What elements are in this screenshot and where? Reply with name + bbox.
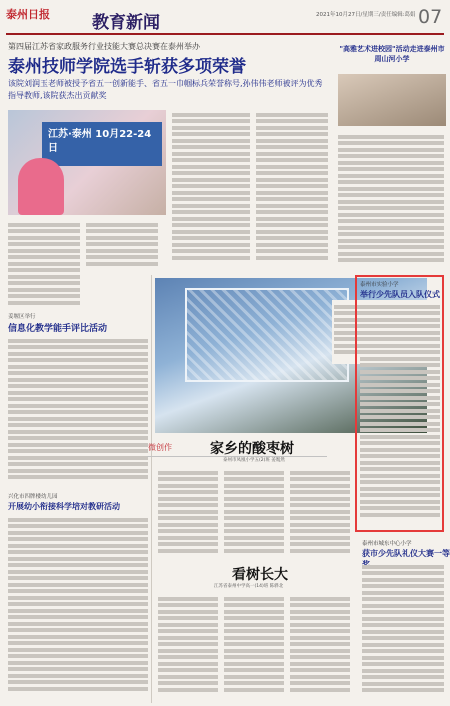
page-number: 07 — [418, 6, 443, 28]
photo-banner: 江苏·泰州 10月22-24日 — [42, 122, 162, 166]
feature-tag: 微创作 — [148, 443, 172, 452]
story2-kicker: 泰州市城东中心小学 — [362, 541, 412, 547]
col2-kicker: 兴化市四牌楼幼儿园 — [8, 494, 58, 500]
col2-body — [8, 515, 148, 700]
highlight-body — [360, 302, 440, 528]
feature-body-1b — [224, 468, 284, 560]
col2-headline: 开展幼小衔接科学培对教研活动 — [8, 502, 120, 511]
feature-byline-1: 泰州市凤凰小学五(2)班 姜胤然 — [223, 458, 285, 463]
dateline: 2021年10月27日/星期三/责任编辑:葛娟 — [316, 12, 416, 18]
feature-body-2b — [224, 594, 284, 700]
col1-headline: 信息化教学能手评比活动 — [8, 324, 108, 334]
lead-body-col2 — [86, 220, 158, 268]
newspaper-logo: 泰州日报 — [6, 8, 50, 21]
feature-byline-2: 江苏省泰州中学高一(14)班 陈骅北 — [214, 584, 284, 589]
highlight-kicker: 泰州市实验小学 — [360, 282, 399, 288]
feature-title-2: 看树长大 — [232, 567, 288, 583]
feature-body-2c — [290, 594, 350, 700]
lead-headline: 泰州技师学院选手斩获多项荣誉 — [8, 57, 246, 77]
highlight-headline: 举行少先队员入队仪式 — [360, 290, 440, 299]
photo-net — [185, 288, 349, 382]
header-rule — [6, 33, 444, 35]
photo-figure — [18, 158, 64, 215]
feature-title-1: 家乡的酸枣树 — [210, 441, 294, 457]
story2-headline: 获市少先队礼仪大赛一等 — [362, 549, 450, 558]
section-title: 教育新闻 — [92, 13, 160, 33]
story2-body — [362, 562, 444, 700]
col1-kicker: 姜堰区举行 — [8, 314, 36, 320]
lead-kicker: 第四届江苏省家政服务行业技能大赛总决赛在泰州举办 — [8, 42, 200, 51]
col1-body — [8, 336, 148, 486]
lead-photo — [8, 110, 166, 215]
sidebar-body — [338, 132, 444, 268]
sidebar-photo — [338, 74, 446, 126]
lead-body-col1 — [8, 220, 80, 312]
lead-body-col3 — [172, 110, 250, 270]
feature-body-2a — [158, 594, 218, 700]
lead-deck: 该院刘润玉老师被授予省五一创新能手、省五一巾帼标兵荣誉称号,孙伟伟老师被评为优秀指导教师,该院获杰出贡献奖 — [8, 79, 323, 100]
lead-body-col4 — [256, 110, 328, 270]
sidebar-headline: "高雅艺术进校园"活动走进泰州市周山河小学 — [339, 45, 445, 63]
feature-body-1c — [290, 468, 350, 560]
feature-body-1a — [158, 468, 218, 560]
column-divider — [151, 275, 152, 703]
